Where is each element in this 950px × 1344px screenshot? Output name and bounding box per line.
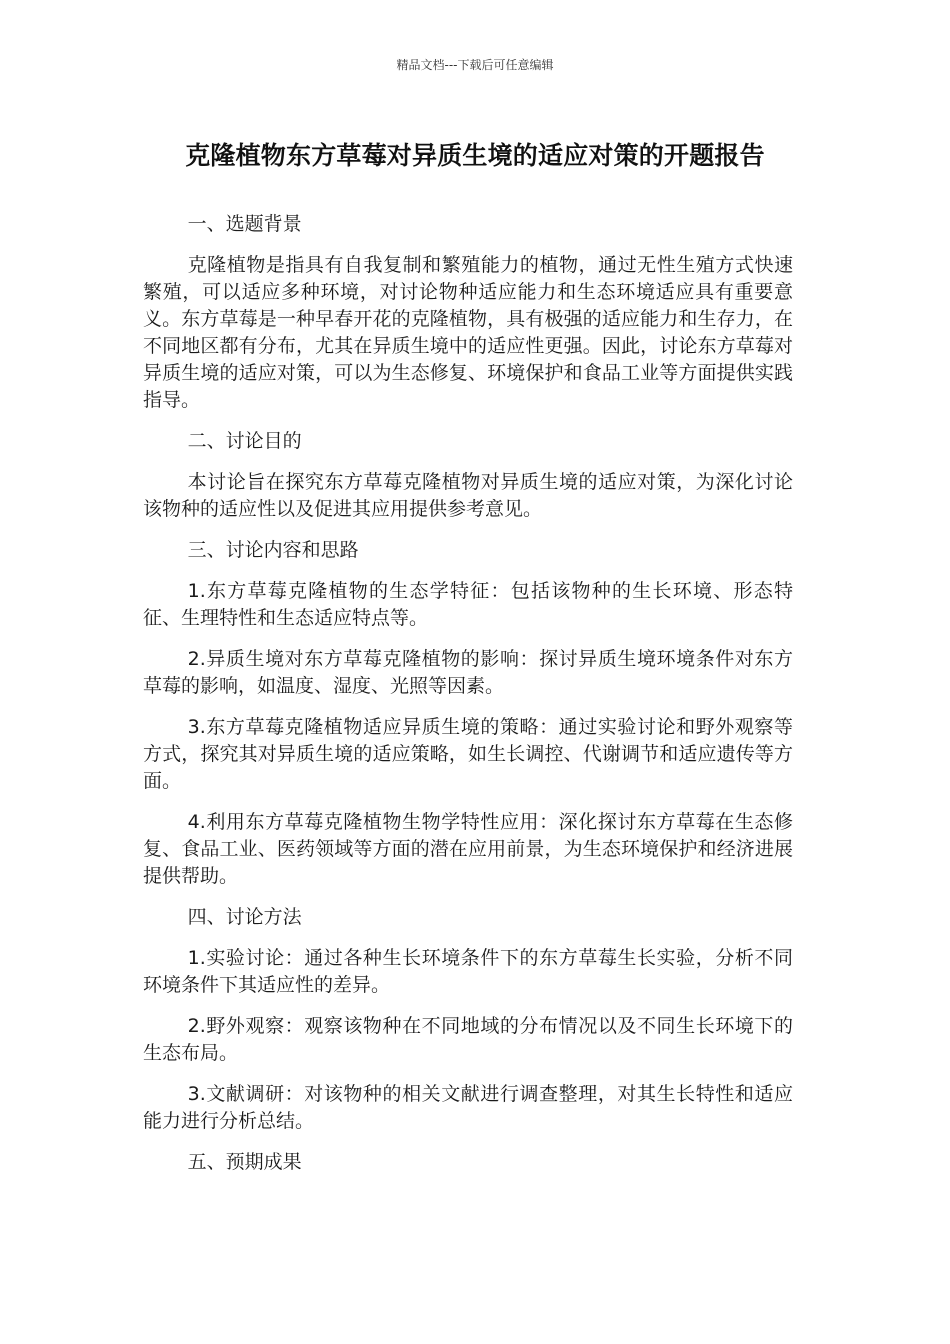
content-item-1: 1.东方草莓克隆植物的生态学特征：包括该物种的生长环境、形态特征、生理特性和生态适应特点等。 [143,580,793,629]
method-item-1: 1.实验讨论：通过各种生长环境条件下的东方草莓生长实验，分析不同环境条件下其适应性的差异。 [143,947,793,996]
header-note: 精品文档---下载后可任意编辑 [396,58,554,72]
section-heading-purpose: 二、讨论目的 [187,430,302,452]
method-item-2: 2.野外观察：观察该物种在不同地域的分布情况以及不同生长环境下的生态布局。 [143,1015,793,1064]
content-item-4: 4.利用东方草莓克隆植物生物学特性应用：深化探讨东方草莓在生态修复、食品工业、医药领域等方面的潜在应用前景，为生态环境保护和经济进展提供帮助。 [143,811,793,887]
paragraph-purpose: 本讨论旨在探究东方草莓克隆植物对异质生境的适应对策，为深化讨论该物种的适应性以及促进其应用提供参考意见。 [143,471,793,520]
document-body [143,211,793,1190]
document-title: 克隆植物东方草莓对异质生境的适应对策的开题报告 [185,141,765,170]
section-heading-methods: 四、讨论方法 [187,906,302,928]
section-heading-outcomes: 五、预期成果 [187,1151,302,1173]
content-item-2: 2.异质生境对东方草莓克隆植物的影响：探讨异质生境环境条件对东方草莓的影响，如温度、湿度、光照等因素。 [143,648,793,697]
section-heading-background: 一、选题背景 [187,213,302,235]
method-item-3: 3.文献调研：对该物种的相关文献进行调查整理，对其生长特性和适应能力进行分析总结。 [143,1083,793,1132]
section-heading-content: 三、讨论内容和思路 [187,539,359,561]
paragraph-background: 克隆植物是指具有自我复制和繁殖能力的植物，通过无性生殖方式快速繁殖，可以适应多种环境，对讨论物种适应能力和生态环境适应具有重要意义。东方草莓是一种早春开花的克隆植物，具有极强的适应能力和生存力，在不同地区都有分布，尤其在异质生境中的适应性更强。因此，讨论东方草莓对异质生境的适应对策，可以为生态修复、环境保护和食品工业等方面提供实践指导。 [143,254,793,411]
content-item-3: 3.东方草莓克隆植物适应异质生境的策略：通过实验讨论和野外观察等方式，探究其对异质生境的适应策略，如生长调控、代谢调节和适应遗传等方面。 [143,716,793,792]
